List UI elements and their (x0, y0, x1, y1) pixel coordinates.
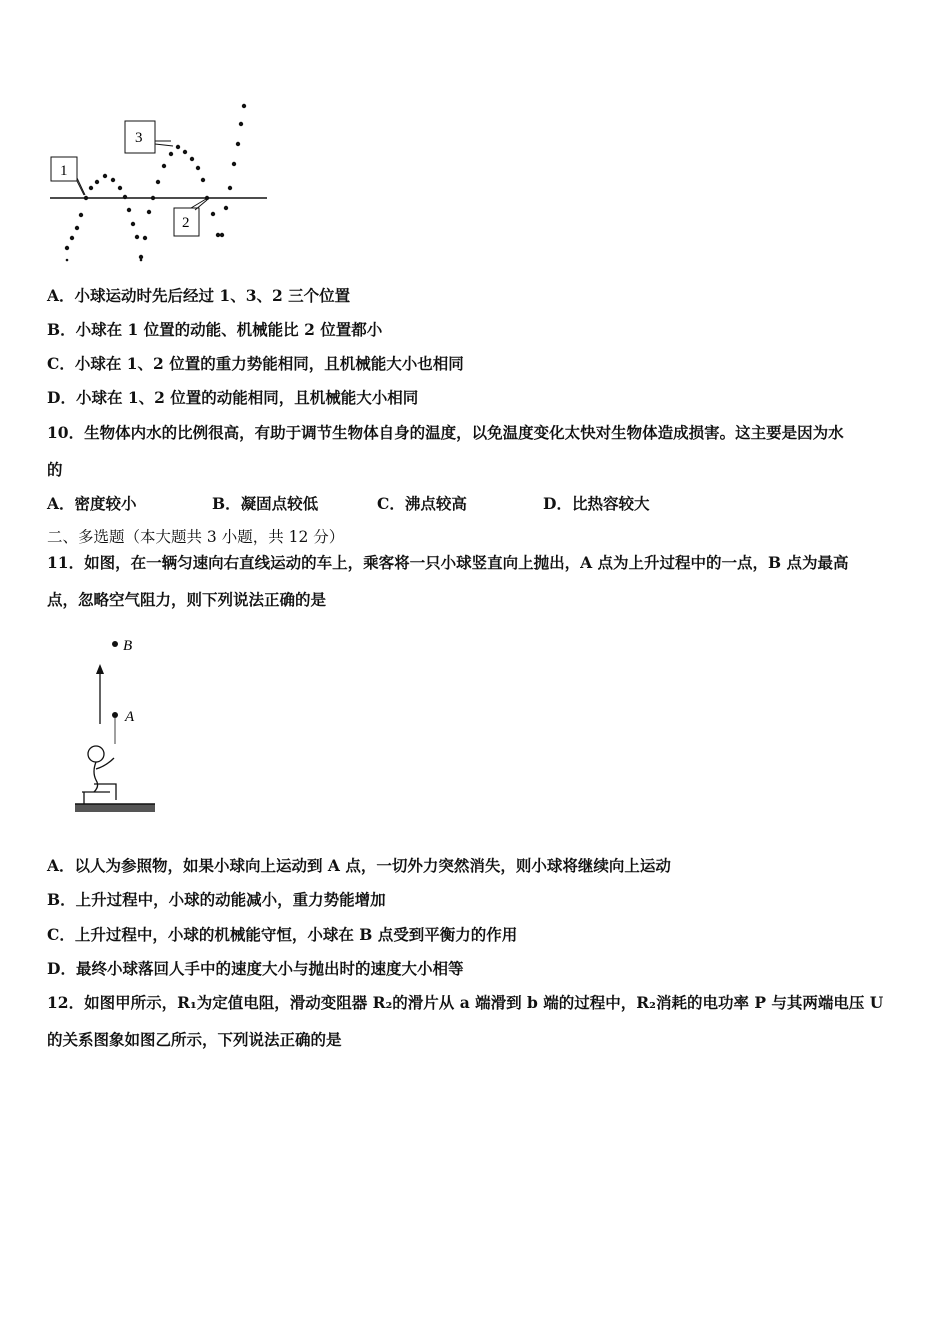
point-a-label: A (125, 709, 135, 725)
arrow-head (96, 664, 104, 674)
q9-option-d[interactable]: D．小球在 1、2 位置的动能相同，且机械能大小相同 (47, 388, 419, 407)
q10-stem: 10．生物体内水的比例很高，有助于调节生物体自身的温度，以免温度变化太快对生物体造成损害。这主要是因为水 (47, 423, 844, 442)
q12-stem: 12．如图甲所示，R₁为定值电阻，滑动变阻器 R₂的滑片从 a 端滑到 b 端的过程中，R₂消耗的电功率 P 与其两端电压 U (47, 993, 884, 1012)
position-label-2 (174, 199, 207, 236)
position-label-3 (125, 121, 173, 153)
q9-option-a[interactable]: A．小球运动时先后经过 1、3、2 三个位置 (47, 286, 351, 305)
svg-text:3: 3 (135, 130, 143, 146)
bouncing-ball-figure (45, 100, 275, 265)
bouncing-ball-diagram (45, 100, 275, 265)
q10-option-b[interactable]: B．凝固点较低 (212, 494, 319, 513)
svg-text:1: 1 (60, 163, 68, 179)
q10-option-d[interactable]: D．比热容较大 (543, 494, 650, 513)
position-label-1 (51, 157, 85, 195)
passenger-icon (82, 746, 116, 804)
q10-stem-cont: 的 (47, 460, 63, 479)
q12-stem-cont: 的关系图象如图乙所示，下列说法正确的是 (47, 1030, 342, 1049)
car-floor (75, 804, 155, 812)
q10-option-a[interactable]: A．密度较小 (47, 494, 137, 513)
point-b-label: B (123, 638, 133, 654)
q11-option-c[interactable]: C．上升过程中，小球的机械能守恒，小球在 B 点受到平衡力的作用 (47, 925, 518, 944)
q9-option-b[interactable]: B．小球在 1 位置的动能、机械能比 2 位置都小 (47, 320, 383, 339)
q11-option-a[interactable]: A．以人为参照物，如果小球向上运动到 A 点，一切外力突然消失，则小球将继续向上运动 (47, 856, 671, 875)
point-a-dot (112, 712, 118, 718)
q11-option-b[interactable]: B．上升过程中，小球的动能减小，重力势能增加 (47, 890, 386, 909)
q9-option-c[interactable]: C．小球在 1、2 位置的重力势能相同，且机械能大小也相同 (47, 354, 464, 373)
q10-option-c[interactable]: C．沸点较高 (377, 494, 467, 513)
section-heading: 二、多选题（本大题共 3 小题，共 12 分） (47, 528, 345, 546)
point-b-dot (112, 641, 118, 647)
q11-option-d[interactable]: D．最终小球落回人手中的速度大小与抛出时的速度大小相等 (47, 959, 464, 978)
q11-stem: 11．如图，在一辆匀速向右直线运动的车上，乘客将一只小球竖直向上抛出，A 点为上升过程中的一点，B 点为最高 (47, 553, 849, 572)
ball-throw-figure (70, 632, 170, 817)
q11-stem-cont: 点，忽略空气阻力，则下列说法正确的是 (47, 590, 327, 609)
svg-text:2: 2 (182, 215, 190, 231)
ball-throw-diagram (70, 632, 170, 817)
